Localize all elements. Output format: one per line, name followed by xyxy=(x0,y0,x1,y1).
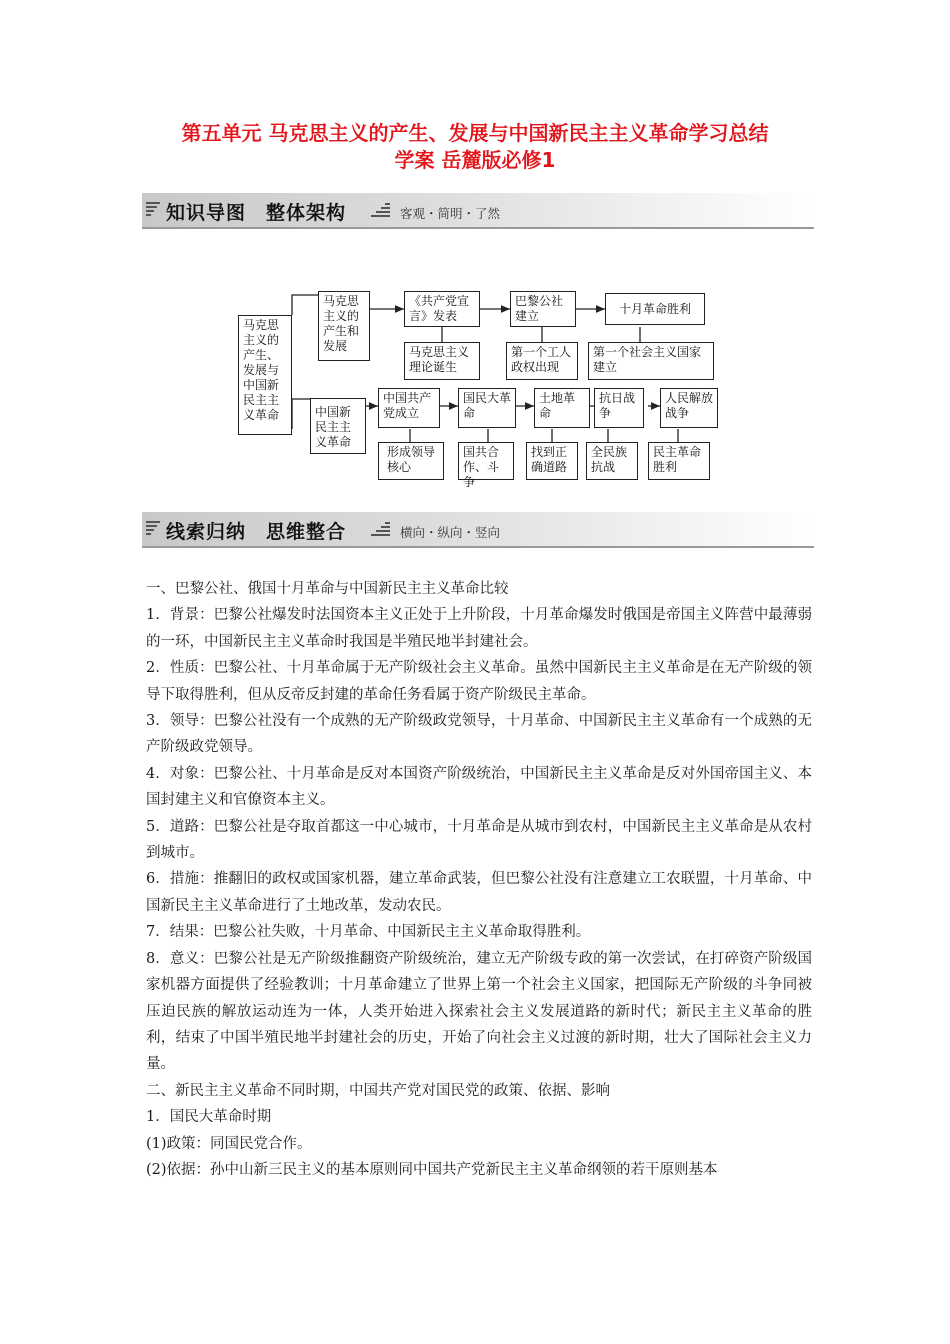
stripes-icon xyxy=(368,203,390,219)
diagram-sub-cooperation-struggle: 国共合作、斗争 xyxy=(458,442,514,480)
paragraph: (2)依据：孙中山新三民主义的基本原则同中国共产党新民主主义革命纲领的若干原则基本 xyxy=(146,1161,718,1178)
diagram-node-liberation-war: 人民解放战争 xyxy=(660,388,718,428)
paragraph: 1．国民大革命时期 xyxy=(146,1109,272,1126)
paragraph: (1)政策：同国民党合作。 xyxy=(146,1135,312,1152)
diagram-node-land-revolution: 土地革命 xyxy=(534,388,590,428)
diagram-sub-marxism-born: 马克思主义理论诞生 xyxy=(404,342,480,380)
diagram-node-national-revolution: 国民大革命 xyxy=(458,388,516,428)
banner-rule xyxy=(142,546,814,548)
diagram-node-anti-japanese-war: 抗日战争 xyxy=(594,388,644,428)
paragraph: 8．意义：巴黎公社是无产阶级推翻资产阶级统治，建立无产阶级专政的第一次尝试，在打碎资产阶级国家机器方面提供了经验教训；十月革命建立了世界上第一个社会主义国家，把国际无产阶级的斗争同被压迫民族的解放运动连为一体，人类开始进入探索社会主义发展道路的新时代；新民主主义革命的胜利，结束了中国半殖民地半封建社会的历史，开始了向社会主义过渡的新时期，壮大了国际社会主义力量。 xyxy=(146,950,812,1073)
diagram-sub-leadership-core: 形成领导核心 xyxy=(378,442,444,480)
banner-heading: 知识导图 整体架构 xyxy=(166,202,347,224)
paragraph: 7．结果：巴黎公社失败，十月革命、中国新民主主义革命取得胜利。 xyxy=(146,924,591,941)
paragraph: 2．性质：巴黎公社、十月革命属于无产阶级社会主义革命。虽然中国新民主主义革命是在无产阶级的领导下取得胜利，但从反帝反封建的革命任务看属于资产阶级民主革命。 xyxy=(146,660,812,703)
knowledge-map-diagram xyxy=(230,281,720,489)
title-line-1: 第五单元 马克思主义的产生、发展与中国新民主主义革命学习总结 xyxy=(181,121,769,145)
paragraph: 二、新民主主义革命不同时期，中国共产党对国民党的政策、依据、影响 xyxy=(146,1082,610,1099)
diagram-sub-national-resistance: 全民族抗战 xyxy=(586,442,638,480)
stripes-icon xyxy=(146,202,160,218)
banner-rule xyxy=(142,227,814,229)
paragraph: 3．领导：巴黎公社没有一个成熟的无产阶级政党领导，十月革命、中国新民主主义革命有一个成熟的无产阶级政党领导。 xyxy=(146,713,812,756)
diagram-sub-first-workers-regime: 第一个工人政权出现 xyxy=(506,342,578,380)
section-banner-knowledge-map xyxy=(142,193,814,229)
diagram-node-october-revolution: 十月革命胜利 xyxy=(605,293,705,325)
diagram-branch-top: 马克思主义的产生和发展 xyxy=(318,291,370,361)
body-text xyxy=(146,576,812,1183)
title-line-2: 学案 岳麓版必修1 xyxy=(394,148,556,172)
paragraph: 6．措施：推翻旧的政权或国家机器，建立革命武装，但巴黎公社没有注意建立工农联盟，十月革命、中国新民主主义革命进行了土地改革，发动农民。 xyxy=(146,871,812,914)
paragraph: 5．道路：巴黎公社是夺取首都这一中心城市，十月革命是从城市到农村，中国新民主主义革命是从农村到城市。 xyxy=(146,818,812,862)
document-title xyxy=(140,120,810,174)
diagram-sub-correct-path: 找到正确道路 xyxy=(526,442,578,480)
diagram-node-manifesto: 《共产党宣言》发表 xyxy=(404,291,480,327)
stripes-icon xyxy=(368,522,390,538)
diagram-branch-bottom: 中国新民主主义革命 xyxy=(310,398,366,454)
section-banner-clue-summary xyxy=(142,512,814,548)
banner-heading: 线索归纳 思维整合 xyxy=(166,521,347,543)
diagram-sub-first-socialist-state: 第一个社会主义国家建立 xyxy=(588,342,714,380)
diagram-node-cpc-founded: 中国共产党成立 xyxy=(378,388,440,428)
banner-subtitle: 客观・简明・了然 xyxy=(400,206,501,221)
paragraph: 1．背景：巴黎公社爆发时法国资本主义正处于上升阶段，十月革命爆发时俄国是帝国主义阵营中最薄弱的一环，中国新民主主义革命时我国是半殖民地半封建社会。 xyxy=(146,607,812,650)
paragraph: 4．对象：巴黎公社、十月革命是反对本国资产阶级统治，中国新民主主义革命是反对外国帝国主义、本国封建主义和官僚资本主义。 xyxy=(146,765,812,809)
paragraph: 一、巴黎公社、俄国十月革命与中国新民主主义革命比较 xyxy=(146,581,509,597)
diagram-node-paris-commune: 巴黎公社建立 xyxy=(510,291,576,327)
stripes-icon xyxy=(146,521,160,537)
banner-subtitle: 横向・纵向・竖向 xyxy=(400,525,501,540)
diagram-root-node: 马克思主义的产生、发展与中国新民主主义革命 xyxy=(238,315,292,435)
diagram-sub-democratic-victory: 民主革命胜利 xyxy=(648,442,710,480)
